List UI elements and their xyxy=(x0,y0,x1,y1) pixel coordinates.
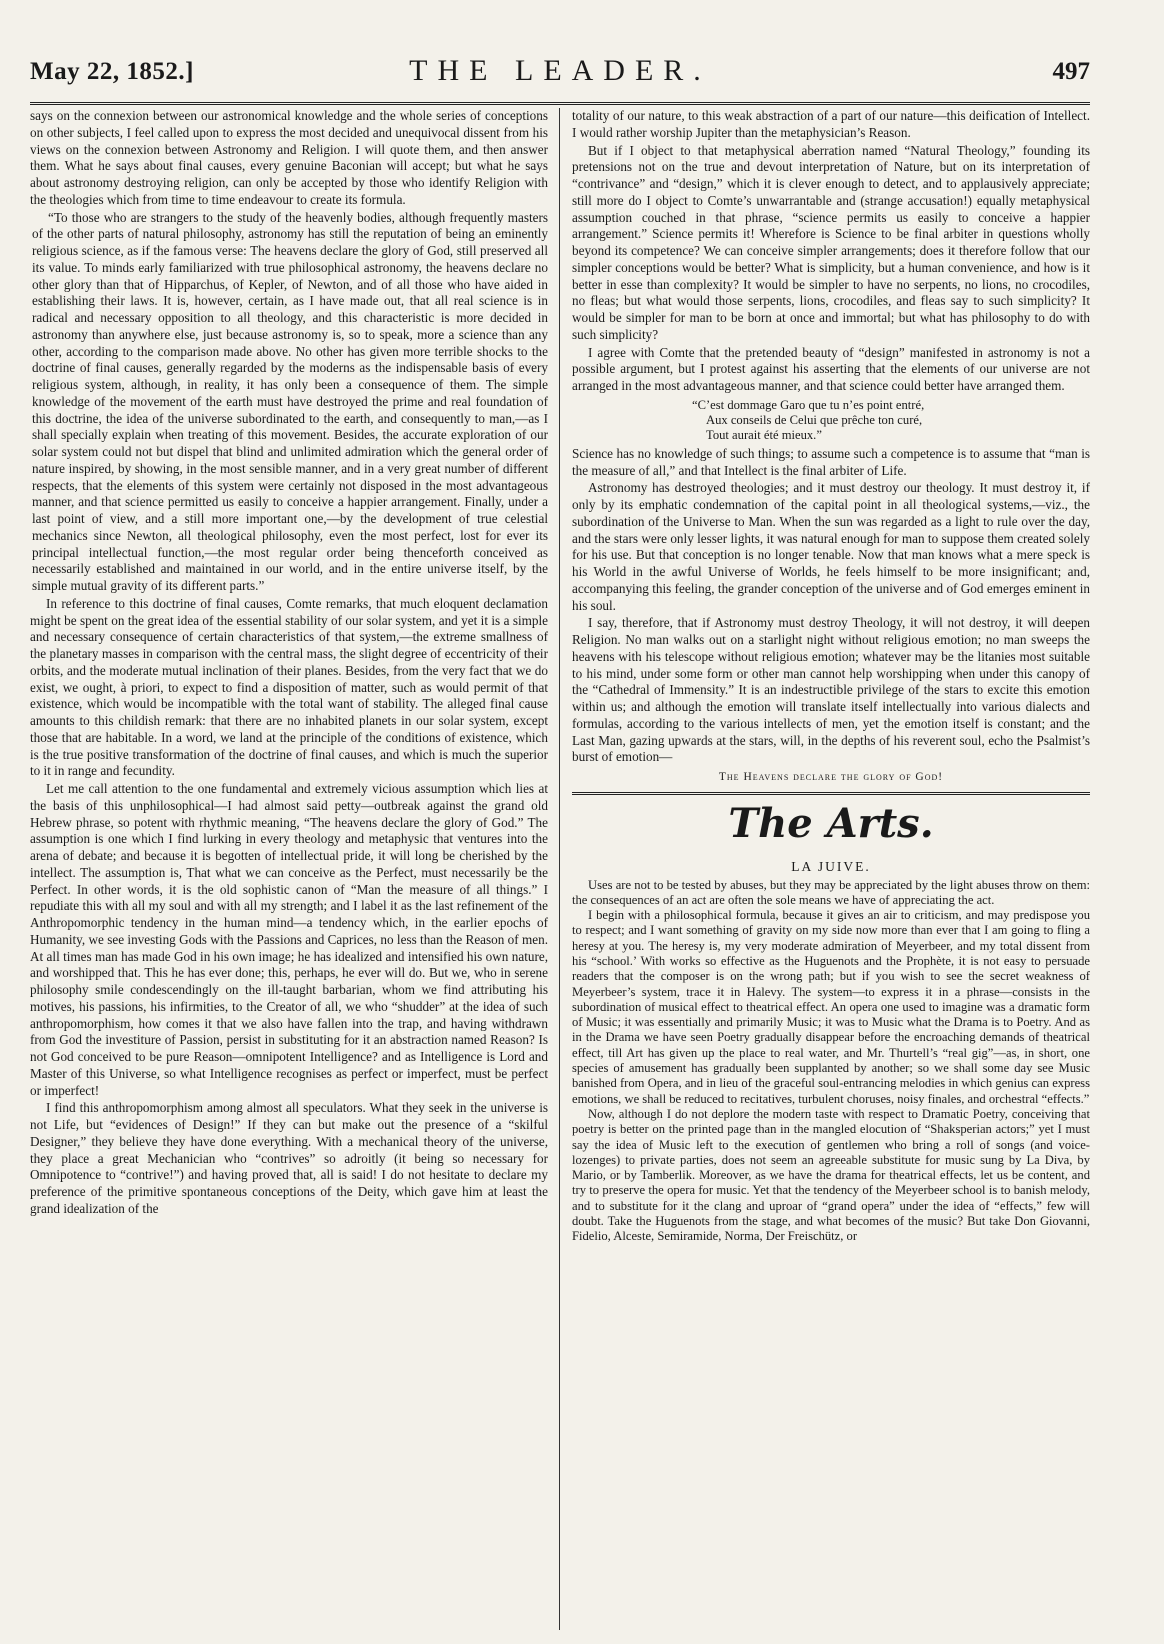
paragraph: Astronomy has destroyed theologies; and it must destroy our theology. It must destroy it, if only by its emphatic condemnation of the capital point in all theological systems,—viz., the subordination of the Universe to Man. When the sun was regarded as a light to rule over the day, and the stars were only lesser lights, it was natural enough for man to suppose them created solely for his use. But that conception is no longer tenable. Now that man knows what a mere speck is his World in the awful Universe of Worlds, he feels himself to be more insignificant; and, accompanying this feeling, the grander conception of the universe and of God emerges eminent in his soul. xyxy=(572,480,1090,613)
paragraph: Let me call attention to the one fundamental and extremely vicious assumption which lies at the basis of this unphilosophical—I had almost said petty—outbreak against the grand old Hebrew phrase, so potent with rhythmic meaning, “The heavens declare the glory of God.” The assumption is one which I find lurking in every theology and metaphysic that ventures into the arena of debate; and because it is begotten of intellectual pride, it will long be cherished by the intellect. The assumption is, That what we can conceive as the Perfect, must necessarily be the Perfect. In other words, it is the old sophistic canon of “Man the measure of all things.” I repudiate this with all my soul and with all my strength; and I label it as the last refinement of the Anthropomorphic tendency in the human mind—a tendency which, in the earlier epochs of Humanity, we see investing Gods with the Passions and Caprices, no less than the Reason of men. At all times man has made God in his own image; he has idealized and intensified his own nature, and worshipped that. This he has ever done; this, perhaps, he ever will do. But we, who in serene philosophy smile condescendingly on the ill-taught barbarian, whom we find attributing his motives, his passions, his infirmities, to the Creator of all, we who “shudder” at the idea of such anthropomorphism, how comes it that we also have fallen into the trap, and having withdrawn from God the investiture of Passion, persist in substituting for it an abstraction named Reason? Is not God conceived to be pure Reason—omnipotent Intelligence? and as Intelligence is Lord and Master of this Universe, so what Intelligence recognises as perfect or imperfect, must be perfect or imperfect! xyxy=(30,781,548,1098)
paragraph: But if I object to that metaphysical aberration named “Natural Theology,” founding its pretensions not on the true and devout interpretation of Nature, but on its interpretation of “contrivance” and “design,” which it is clever enough to detect, and to applausively appreciate; still more do I object to Comte’s unwarrantable and (strange accusation!) equally metaphysical assumption couched in that phrase, “science permits us easily to conceive a happier arrangement.” Science permits it! Wherefore is Science to be final arbiter in questions wholly beyond its competence? We can conceive simpler arrangements; does it therefore follow that our simpler conceptions would be better? What is simplicity, but a human convenience, and how is it better in esse than complexity? It would be simpler to have no serpents, no lions, no crocodiles, no fleas; but what would those serpents, lions, crocodiles, and fleas say to such simplicity? It would be simpler for man to be born at once and immortal; but what has philosophy to do with such simplicity? xyxy=(572,142,1090,342)
verse-line: Aux conseils de Celui que prêche ton curé, xyxy=(706,412,923,427)
masthead xyxy=(30,50,1090,105)
page-number: 497 xyxy=(1052,58,1090,85)
french-verse xyxy=(692,398,1090,443)
paragraph: Uses are not to be tested by abuses, but they may be appreciated by the light abuses throw on them: the consequences of an act are often the sole means we have of appreciating the act. xyxy=(572,877,1090,907)
right-column xyxy=(572,108,1090,1245)
left-column xyxy=(30,108,548,1219)
paragraph: Now, although I do not deplore the modern taste with respect to Dramatic Poetry, conceiving that poetry is better on the printed page than in the mangled elocution of “Shaksperian actors;” yet I must say the idea of Music left to the execution of gentlemen who bring a roll of songs (and voice-lozenges) to private parties, does not seem an agreeable substitute for music sung by La Diva, by Mario, or by Tamberlik. Moreover, as we have the drama for theatrical effects, let us be content, and try to preserve the opera for music. Yet that the tendency of the Meyerbeer school is to banish melody, and to substitute for it the clang and uproar of “grand opera” under the idea of “effects,” few will doubt. Take the Huguenots from the stage, and what becomes of the music? But take Don Giovanni, Fidelio, Alceste, Semiramide, Norma, Der Freischütz, or xyxy=(572,1106,1090,1244)
paragraph: I say, therefore, that if Astronomy must destroy Theology, it will not destroy, it will deepen Religion. No man walks out on a starlight night without religious emotion; no man sweeps the heavens with his telescope without religious emotion; whatever may be the litanies most suitable to his mind, under some form or other man cannot help worshipping when under this canopy of the “Cathedral of Immensity.” It is an indestructible privilege of the stars to excite this emotion within us; and although the emotion will translate itself intellectually into various dialects and formulas, according to the various intellects of men, yet the emotion itself is constant; and the Last Man, gazing upwards at the stars, will, in the depths of his reverent soul, echo the Psalmist’s burst of emotion— xyxy=(572,615,1090,765)
verse-line: “C’est dommage Garo que tu n’es point entré, xyxy=(692,397,925,412)
issue-date: May 22, 1852.] xyxy=(30,58,194,85)
arts-section-heading: The Arts. xyxy=(728,799,934,847)
arts-article xyxy=(572,878,1090,1245)
paragraph: says on the connexion between our astronomical knowledge and the whole series of conceptions on other subjects, I feel called upon to express the most decided and unequivocal dissent from his views on the connexion between Astronomy and Religion. I will quote them, and then answer them. What he says about final causes, every genuine Baconian will accept; but what he says about astronomy destroying religion, can only be accepted by those who identify Religion with the theologies which from time to time endeavour to create its formula. xyxy=(30,108,548,207)
column-divider xyxy=(559,108,560,1630)
closing-line: The Heavens declare the glory of God! xyxy=(718,771,944,783)
paragraph: totality of our nature, to this weak abstraction of a part of our nature—this deification of Intellect. I would rather worship Jupiter than the metaphysician’s Reason. xyxy=(572,108,1090,140)
paragraph: I agree with Comte that the pretended beauty of “design” manifested in astronomy is not a possible argument, but I protest against his asserting that the elements of our universe are not arranged in the most advantageous manner, and that science could better have arranged them. xyxy=(572,344,1090,393)
verse-line: Tout aurait été mieux.” xyxy=(706,427,822,442)
comte-quotation: “To those who are strangers to the study of the heavenly bodies, although frequently masters of the other parts of natural philosophy, astronomy has still the reputation of being an eminently religious science, as if the famous verse: The heavens declare the glory of God, still preserved all its value. To minds early familiarized with true philosophical astronomy, the heavens declare no other glory than that of Hipparchus, of Kepler, of Newton, and of all those who have aided in establishing their laws. It is, however, certain, as I have made out, that all real science is in radical and necessary opposition to all theology, and this characteristic is more decided in astronomy than anywhere else, just because astronomy is, so to speak, more a science than any other, according to the comparison made above. No other has given more terrible shocks to the doctrine of final causes, generally regarded by the moderns as the indispensable basis of every religious system, although, in reality, it has only been a consequence of them. The simple knowledge of the movement of the earth must have destroyed the prime and real foundation of this doctrine, the idea of the universe subordinated to the earth, and consequently to man,—as I shall specially explain when treating of this movement. Besides, the accurate exploration of our solar system could not but dispel that blind and unlimited admiration which the general order of nature inspired, by showing, in the most sensible manner, and in a very great number of different respects, that the elements of this system were certainly not disposed in the most advantageous manner, and that science permitted us easily to conceive a happier arrangement. Finally, under a last point of view, and a still more important one,—by the development of true celestial mechanics since Newton, all theological philosophy, even the most perfect, lost for ever its principal intellectual function,—the most regular order being thenceforth conceived as necessarily established and maintained in our world, and in the entire universe itself, by the simple mutual gravity of its different parts.” xyxy=(32,209,548,593)
paragraph: In reference to this doctrine of final causes, Comte remarks, that much eloquent declamation might be spent on the great idea of the essential stability of our solar system, and yet it is a simple and necessary consequence of certain characteristics of that system,—the extreme smallness of the planetary masses in comparison with the central mass, the slight degree of eccentricity of their orbits, and the moderate mutual inclination of their planes. Besides, from the very fact that we do exist, we ought, à priori, to expect to find a disposition of matter, such as would permit of that existence, which would be incompatible with the total want of stability. The alleged final cause amounts to this childish remark: that there are no inhabited planets in our solar system, except those that are habitable. In a word, we land at the principle of the conditions of existence, which is the true positive transformation of the doctrine of final causes, and which is much the superior to it in range and fecundity. xyxy=(30,595,548,779)
newspaper-page xyxy=(30,50,1090,1630)
arts-subheading: LA JUIVE. xyxy=(791,858,871,874)
section-divider xyxy=(572,792,1090,795)
paragraph: I find this anthropomorphism among almost all speculators. What they seek in the universe is not Life, but “evidences of Design!” If they can but make out the presence of a “skilful Designer,” they believe they have done everything. With a mechanical theory of the universe, they place a great Mechanician who “contrives” so adroitly (it being so necessary for Omnipotence to “contrive!”) and having proved that, all is said! I do not hesitate to declare my preference of the primitive spontaneous conceptions of the Deity, which gave him at least the grand idealization of the xyxy=(30,1100,548,1216)
article-columns xyxy=(30,108,1090,1630)
paragraph: I begin with a philosophical formula, because it gives an air to criticism, and may predispose you to respect; and I want something of gravity on my side now more than ever that I am going to fling a heresy at you. The heresy is, my very moderate admiration of Meyerbeer, and my total dissent from his “school.’ With works so effective as the Huguenots and the Prophète, it is not easy to persuade readers that the composer is on the wrong path; but if you wish to see the secret weakness of Meyerbeer’s system, trace it in Halevy. The system—to express it in a phrase—consists in the subordination of musical effect to theatrical effect. An opera one used to imagine was a dramatic form of Music; it was essentially and primarily Music; it was to Music what the Drama is to Poetry. And as in the Drama we have seen Poetry gradually disappear before the encroaching demands of theatrical effect, till Art has given up the place to real water, and Mr. Thurtell’s “real gig”—as, in short, one species of amusement has gradually been supplanted by another; so we shall some day see Music banished from Opera, and in lieu of the graceful soul-entrancing melodies in which genius can express emotions, we shall be reduced to recitatives, turbulent choruses, noisy finales, and orchestral “effects.” xyxy=(572,908,1090,1106)
newspaper-title: THE LEADER. xyxy=(409,54,711,87)
paragraph: Science has no knowledge of such things; to assume such a competence is to assume that “man is the measure of all,” and that Intellect is the final arbiter of Life. xyxy=(572,445,1090,478)
